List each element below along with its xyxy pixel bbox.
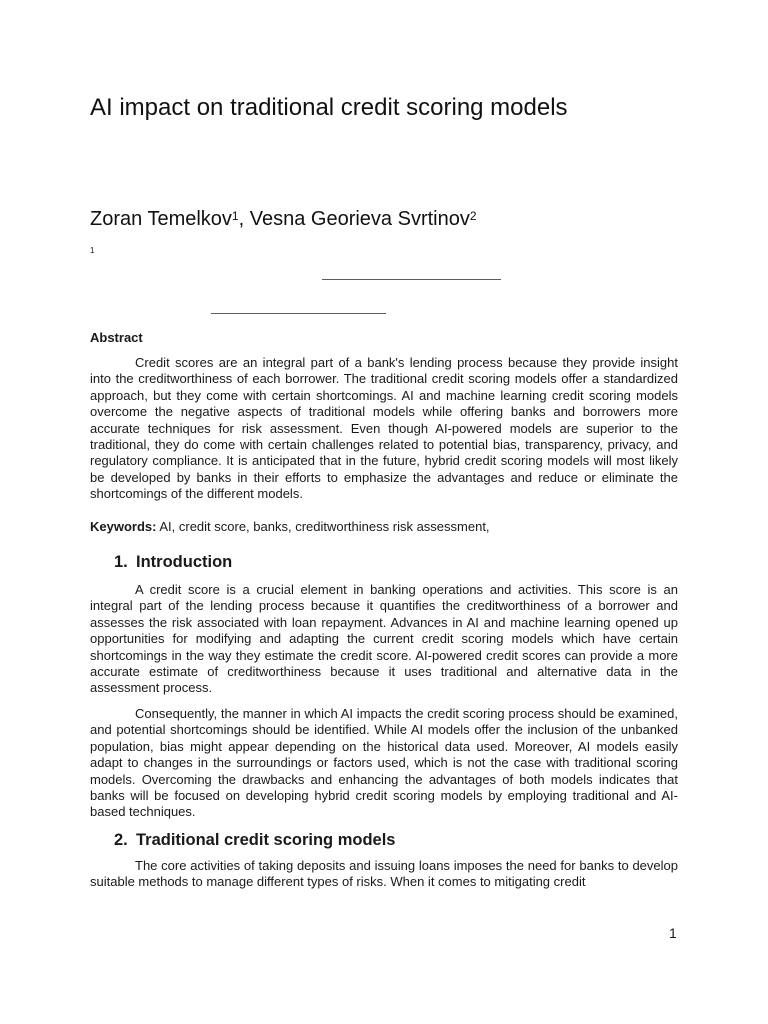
affiliation-superscript: 1 — [231, 209, 239, 223]
section-title: Traditional credit scoring models — [136, 831, 396, 849]
introduction-paragraph: A credit score is a crucial element in banking operations and activities. This score is an integral part of the lending process because it quantifies the creditworthiness of a borrower and assesses the risk associated with loan repayment. Advances in AI and machine learning opened up opportunities for modifying and adapting the current credit scoring models which have certain shortcomings in the way they estimate the credit score. AI-powered credit scores can provide a more accurate estimate of creditworthiness because it uses traditional and alternative data in the assessment process. — [90, 582, 678, 696]
author-name: Zoran Temelkov — [90, 208, 232, 230]
section-title: Introduction — [136, 553, 233, 571]
paper-title: AI impact on traditional credit scoring models — [90, 94, 568, 121]
author-separator: , — [238, 208, 250, 230]
page-number: 1 — [669, 925, 677, 941]
abstract-heading: Abstract — [90, 330, 143, 345]
author-list — [90, 205, 477, 233]
traditional-models-paragraph: The core activities of taking deposits and issuing loans imposes the need for banks to develop suitable methods to manage different types of risks. When it comes to mitigating credit — [90, 858, 678, 890]
keywords-list: AI, credit score, banks, creditworthiness risk assessment, — [156, 519, 490, 534]
affiliation-email-link[interactable] — [211, 313, 386, 314]
author-name: Vesna Georieva Svrtinov — [249, 208, 470, 230]
section-number: 1. — [114, 553, 128, 571]
introduction-paragraph: Consequently, the manner in which AI impacts the credit scoring process should be examined, and potential shortcomings should be identified. While AI models offer the inclusion of the unbanked population, bias might appear depending on the historical data used. Moreover, AI models easily adapt to changes in the surroundings or factors used, which is not the case with traditional scoring models. Overcoming the drawbacks and enhancing the advantages of both models indicates that banks will be focused on developing hybrid credit scoring models by employing traditional and AI-based techniques. — [90, 706, 678, 820]
keywords-label: Keywords: — [90, 519, 157, 534]
section-heading-introduction — [114, 552, 232, 572]
section-number: 2. — [114, 831, 128, 849]
affiliation-email-link[interactable] — [322, 279, 501, 280]
section-heading-traditional-models — [114, 830, 395, 850]
affiliation-marker: 1 — [90, 246, 95, 255]
affiliation-superscript: 2 — [469, 209, 477, 223]
abstract-text: Credit scores are an integral part of a bank's lending process because they provide insight into the creditworthiness of each borrower. The traditional credit scoring models offer a standardized approach, but they come with certain shortcomings. AI and machine learning credit scoring models overcome the negative aspects of traditional models while offering banks and borrowers more accurate techniques for risk assessment. Even though AI-powered models are superior to the traditional, they do come with certain challenges related to potential bias, transparency, privacy, and regulatory compliance. It is anticipated that in the future, hybrid credit scoring models will most likely be developed by banks in their efforts to emphasize the advantages and reduce or eliminate the shortcomings of the different models. — [90, 355, 678, 502]
keywords — [90, 519, 490, 535]
